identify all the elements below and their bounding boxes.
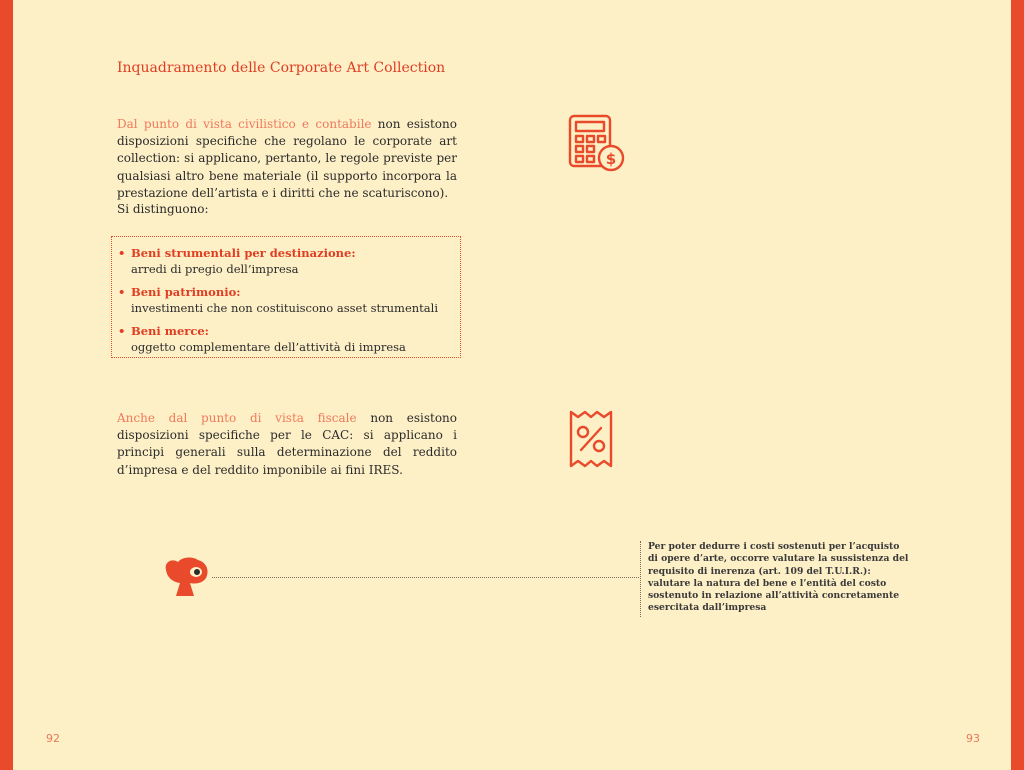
note-divider bbox=[640, 541, 641, 617]
intro-after: Si distinguono: bbox=[117, 202, 209, 216]
page-number-right: 93 bbox=[966, 732, 980, 745]
receipt-percent-icon bbox=[568, 408, 614, 470]
dotted-leader-line bbox=[212, 577, 639, 578]
section-title: Inquadramento delle Corporate Art Collection bbox=[117, 60, 446, 76]
fiscal-text: non esistono disposizioni specifiche per le CAC: si applicano i principi generali sulla determinazione del reddito d’impresa e del reddito imponibile ai fini IRES. bbox=[117, 411, 457, 477]
list-item-label: • Beni strumentali per destinazione: bbox=[118, 245, 460, 261]
list-item-desc: investimenti che non costituiscono asset strumentali bbox=[131, 301, 439, 315]
intro-highlight: Dal punto di vista civilistico e contabile bbox=[117, 117, 372, 131]
right-edge-band bbox=[1011, 0, 1024, 770]
svg-text:$: $ bbox=[605, 150, 617, 168]
intro-paragraph bbox=[117, 116, 457, 202]
fiscal-highlight: Anche dal punto di vista fiscale bbox=[117, 411, 357, 425]
list-item bbox=[118, 284, 460, 316]
calculator-dollar-icon bbox=[567, 114, 627, 174]
list-item bbox=[118, 323, 460, 355]
fiscal-paragraph bbox=[117, 410, 457, 479]
asset-types-box bbox=[111, 236, 461, 358]
mascot-icon bbox=[162, 556, 210, 600]
page-number-left: 92 bbox=[46, 732, 60, 745]
list-item-desc: arredi di pregio dell’impresa bbox=[131, 262, 299, 276]
left-edge-band bbox=[0, 0, 13, 770]
list-item-label: • Beni merce: bbox=[118, 323, 460, 339]
intro-text: non esistono disposizioni specifiche che regolano le corporate art collection: si applicano, pertanto, le regole previste per qualsiasi altro bene materiale (il supporto incorpora la prestazione dell’artista e i diritti che ne scaturiscono). bbox=[117, 117, 457, 200]
side-note: Per poter dedurre i costi sostenuti per l’acquisto di opere d’arte, occorre valutare la sussistenza del requisito di inerenza (art. 109 del T.U.I.R.): valutare la natura del bene e l’entità del costo sostenuto in relazione all’attività concretamente esercitata dall’impresa bbox=[648, 541, 909, 614]
list-item-label: • Beni patrimonio: bbox=[118, 284, 460, 300]
list-item bbox=[118, 245, 460, 277]
list-item-desc: oggetto complementare dell’attività di impresa bbox=[131, 340, 406, 354]
